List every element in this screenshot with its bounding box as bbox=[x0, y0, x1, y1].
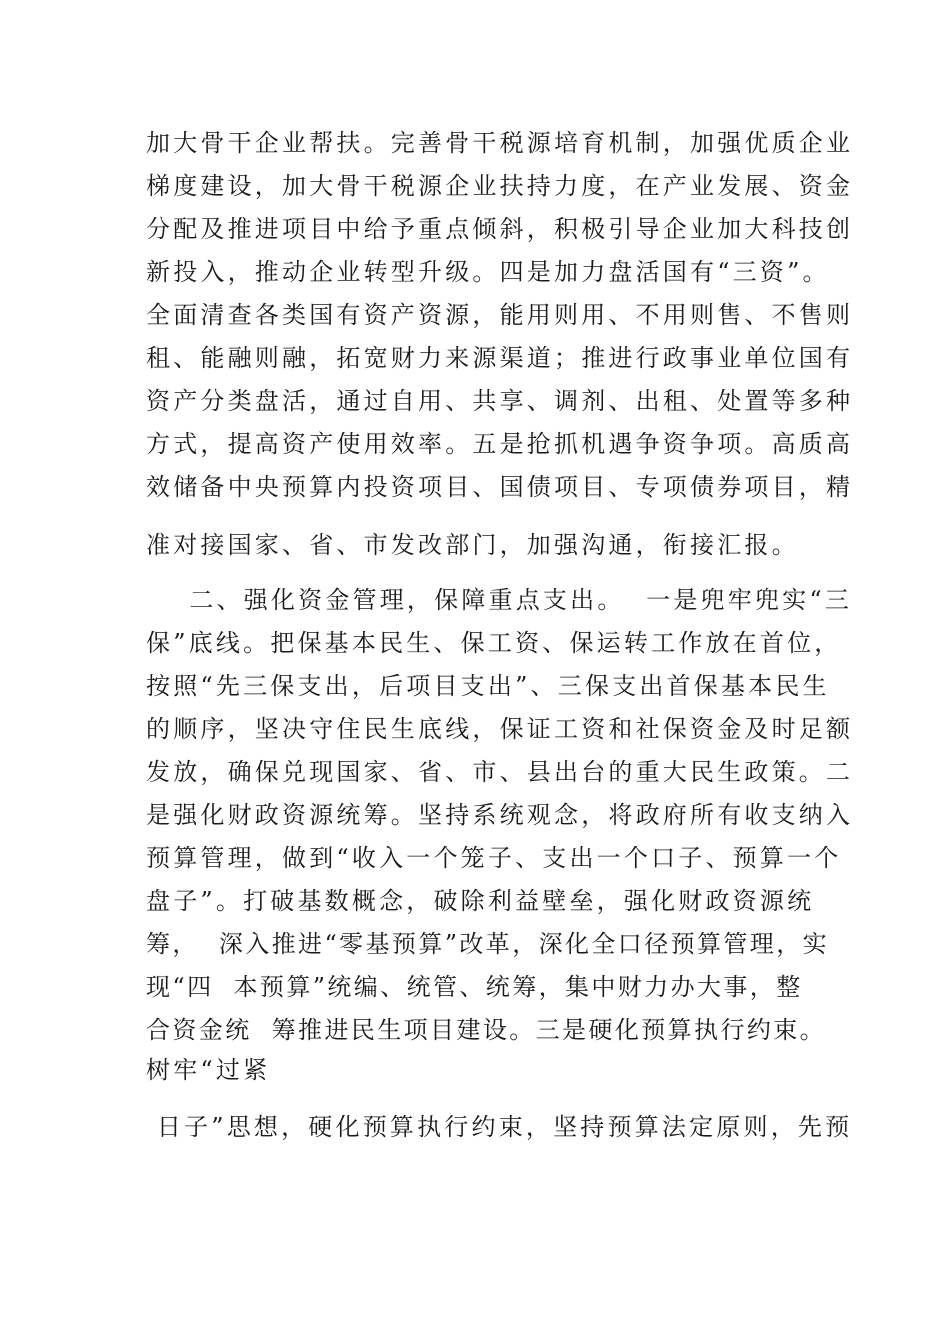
body-text-line: 预算管理，做到“收入一个笼子、支出一个口子、预算一个 bbox=[146, 844, 842, 872]
body-text-line: 日子”思想，硬化预算执行约束，坚持预算法定原则，先预 bbox=[146, 1113, 853, 1141]
section-heading-line: 二、强化资金管理，保障重点支出。 一是兜牢兜实“三 bbox=[146, 586, 853, 614]
body-text-line: 盘子”。打破基数概念，破除利益壁垒，强化财政资源统 bbox=[146, 887, 815, 915]
body-text-line: 梯度建设，加大骨干税源企业扶持力度，在产业发展、资金 bbox=[146, 172, 854, 200]
body-text-line: 的顺序，坚决守住民生底线，保证工资和社保资金及时足额 bbox=[146, 715, 854, 743]
body-text-line: 按照“先三保支出，后项目支出”、三保支出首保基本民生 bbox=[146, 672, 830, 700]
body-text-line: 资产分类盘活，通过自用、共享、调剂、出租、处置等多种 bbox=[146, 387, 854, 415]
body-text-line: 是强化财政资源统筹。坚持系统观念，将政府所有收支纳入 bbox=[146, 801, 854, 829]
body-text-line: 新投入，推动企业转型升级。四是加力盘活国有“三资”。 bbox=[146, 258, 830, 286]
body-text-line: 租、能融则融，拓宽财力来源渠道；推进行政事业单位国有 bbox=[146, 344, 854, 372]
body-text-line: 树牢“过紧 bbox=[146, 1056, 271, 1084]
body-text-line: 分配及推进项目中给予重点倾斜，积极引导企业加大科技创 bbox=[146, 215, 854, 243]
body-text-line: 方式，提高资产使用效率。五是抢抓机遇争资争项。高质高 bbox=[146, 430, 854, 458]
body-text-line: 发放，确保兑现国家、省、市、县出台的重大民生政策。二 bbox=[146, 758, 854, 786]
body-text-line: 保”底线。把保基本民生、保工资、保运转工作放在首位， bbox=[146, 629, 842, 657]
body-text-line: 合资金统 筹推进民生项目建设。三是硬化预算执行约束。 bbox=[146, 1016, 827, 1044]
body-text-line: 现“四 本预算”统编、统管、统筹，集中财力办大事，整 bbox=[146, 973, 803, 1001]
body-text-line: 准对接国家、省、市发改部门，加强沟通，衔接汇报。 bbox=[146, 531, 799, 559]
body-text-line: 加大骨干企业帮扶。完善骨干税源培育机制，加强优质企业 bbox=[146, 129, 854, 157]
body-text-line: 效储备中央预算内投资项目、国债项目、专项债券项目，精 bbox=[146, 473, 854, 501]
body-text-line: 全面清查各类国有资产资源，能用则用、不用则售、不售则 bbox=[146, 301, 854, 329]
body-text-line: 筹， 深入推进“零基预算”改革，深化全口径预算管理，实 bbox=[146, 930, 829, 958]
